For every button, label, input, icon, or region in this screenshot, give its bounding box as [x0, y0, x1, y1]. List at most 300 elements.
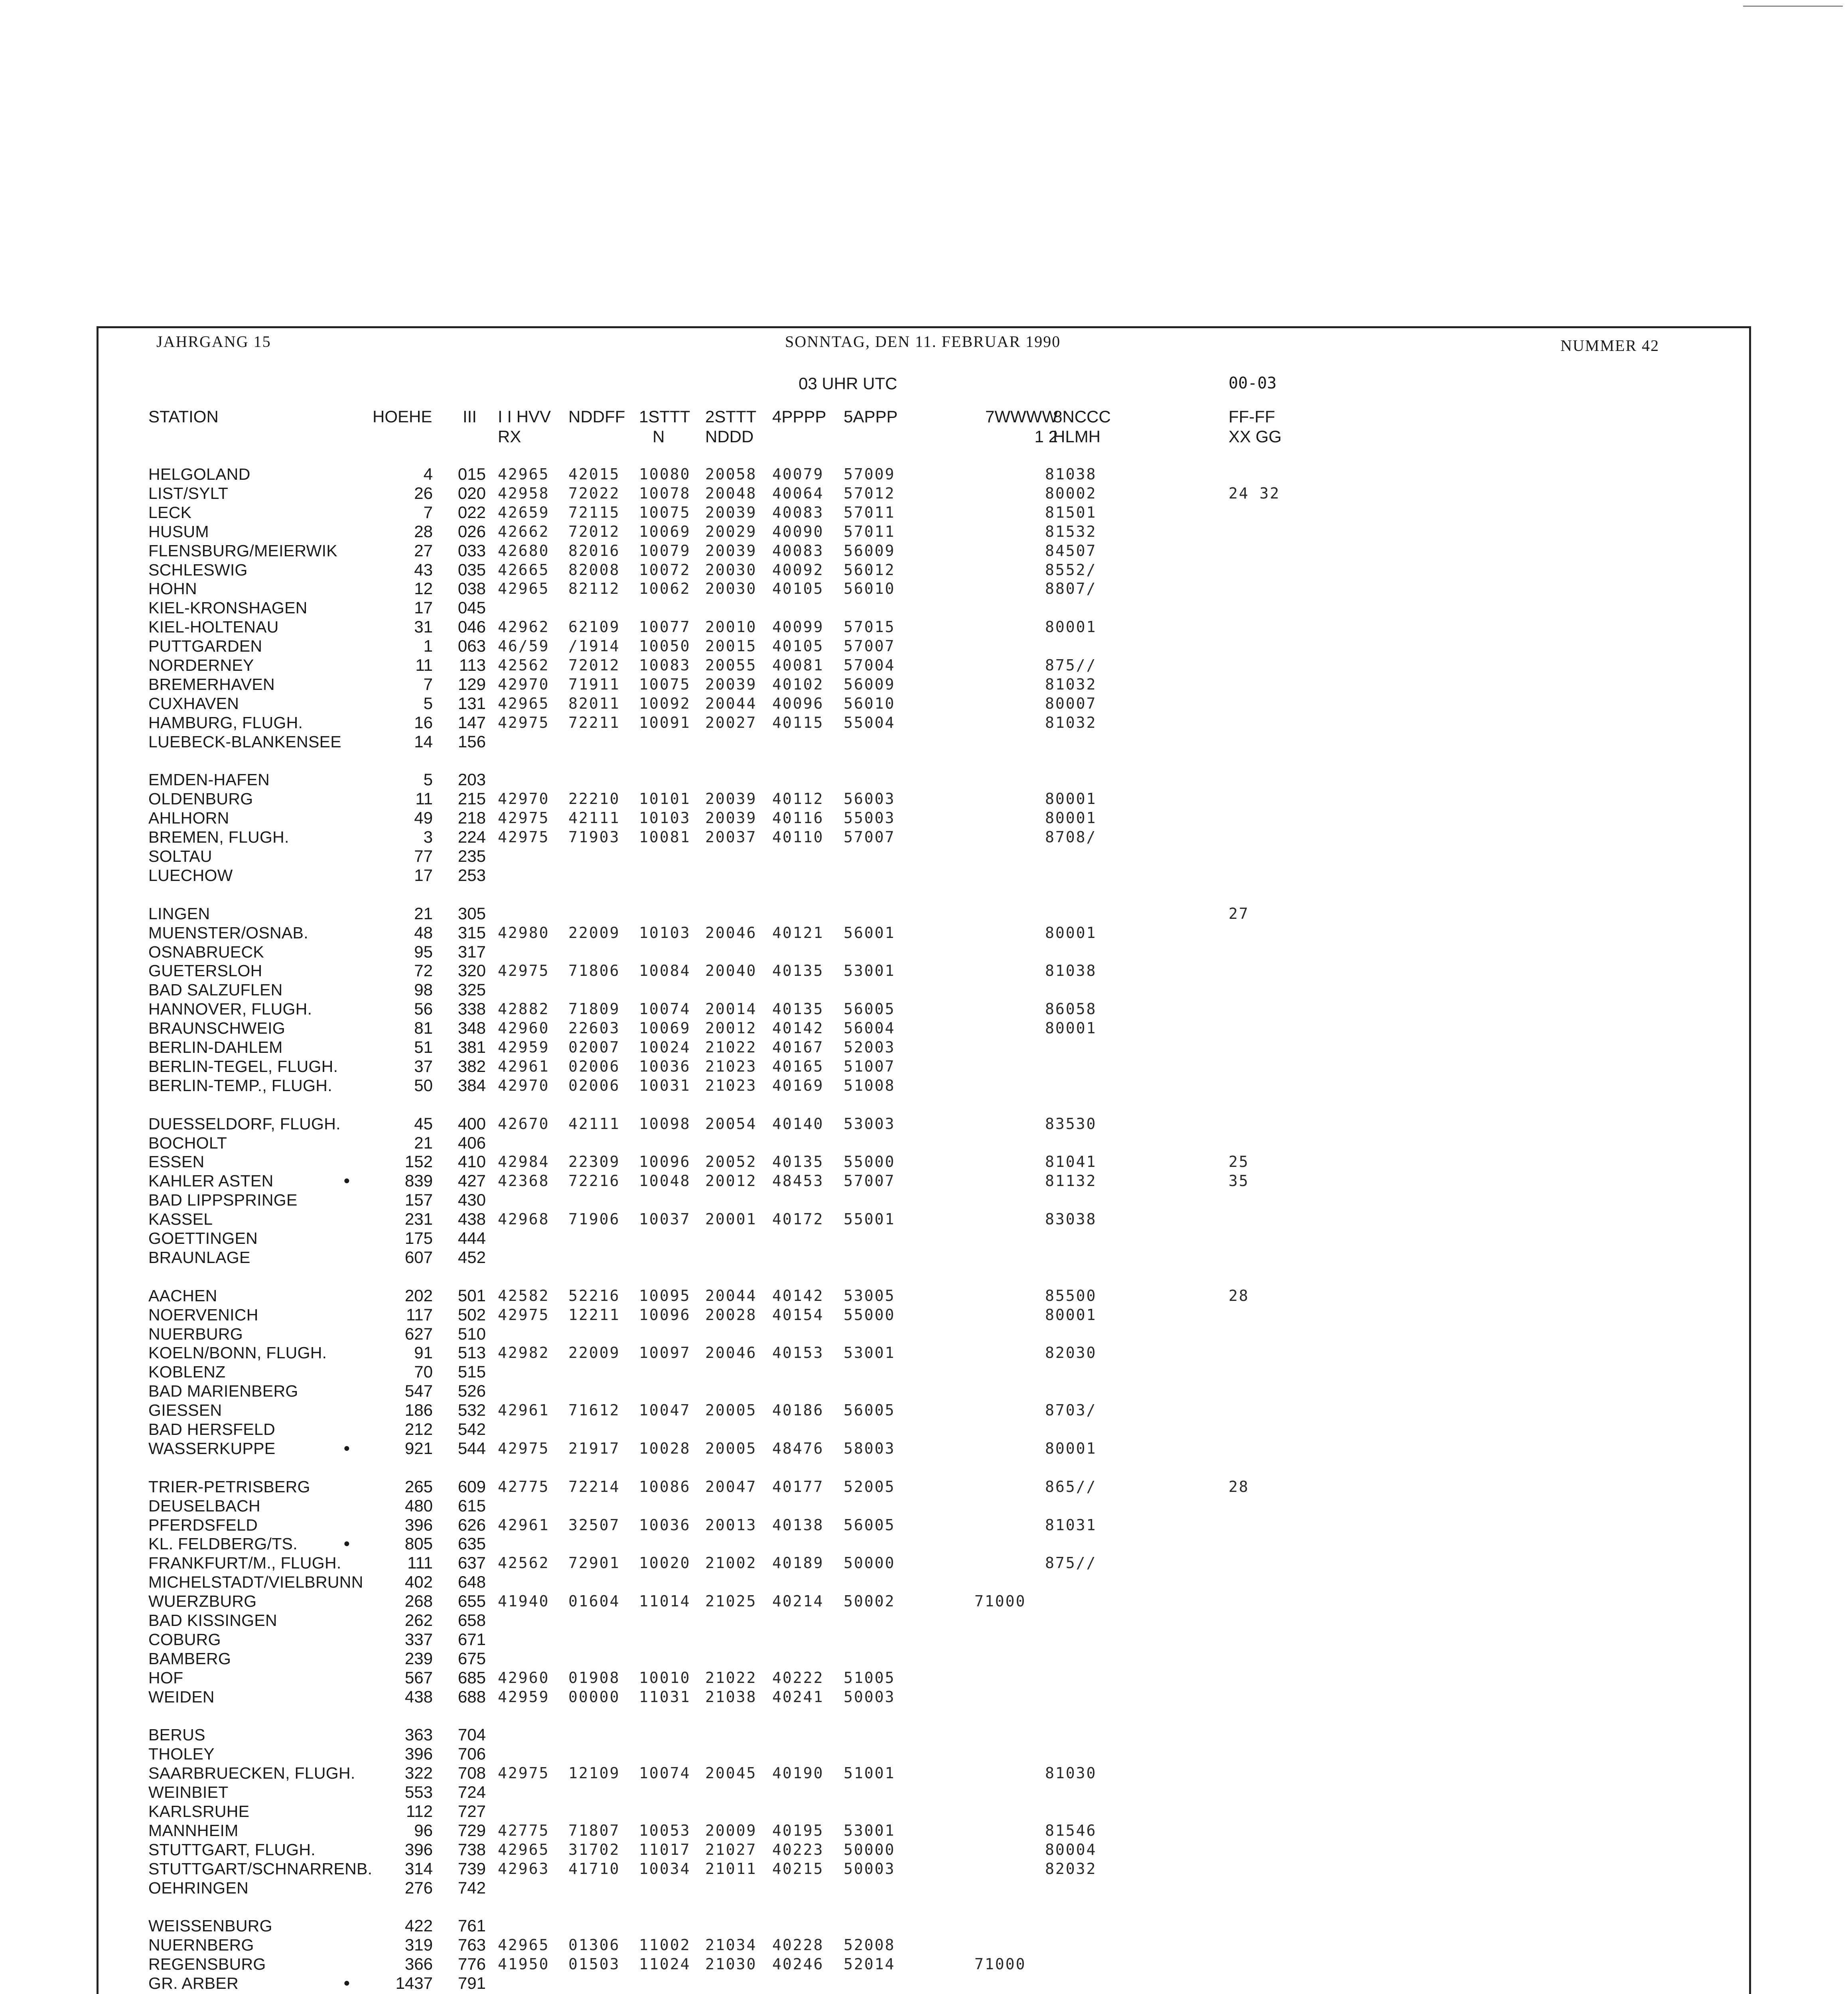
station-height: 81 [414, 1019, 433, 1037]
station-row [0, 1210, 1848, 1229]
col-ff-ff: FF-FF XX GG [1229, 407, 1282, 446]
gust-value: 28 [1229, 1478, 1249, 1496]
station-name: HANNOVER, FLUGH. [148, 1000, 312, 1018]
synop-group: 40228 [772, 1936, 824, 1954]
synop-group: 82112 [568, 580, 620, 597]
station-name: PUTTGARDEN [148, 637, 262, 655]
synop-group: 42970 [498, 1077, 550, 1094]
station-id: 224 [458, 828, 486, 846]
station-row [0, 541, 1848, 560]
synop-group: 10080 [639, 465, 691, 483]
station-id: 515 [458, 1362, 486, 1381]
synop-group: 51005 [844, 1669, 895, 1687]
bulletin-number: NUMMER 42 [1560, 337, 1660, 355]
synop-group: 42968 [498, 1210, 550, 1228]
station-id: 015 [458, 465, 486, 483]
synop-group: 42984 [498, 1153, 550, 1170]
synop-group: 21022 [705, 1669, 757, 1687]
cloud-group: 80001 [1045, 924, 1097, 942]
synop-group: 10037 [639, 1210, 691, 1228]
station-height: 28 [414, 522, 433, 541]
station-row [0, 1076, 1848, 1095]
observation-time: 03 UHR UTC [799, 374, 897, 393]
ff-period: 00-03 [1229, 374, 1277, 392]
synop-group: 82008 [568, 561, 620, 579]
station-row [0, 656, 1848, 675]
synop-group: 40081 [772, 656, 824, 674]
synop-group: 55003 [844, 809, 895, 827]
station-name: KIEL-KRONSHAGEN [148, 599, 308, 617]
cloud-group: 81032 [1045, 714, 1097, 731]
synop-group: 22210 [568, 790, 620, 808]
synop-group: 11031 [639, 1688, 691, 1706]
station-row [0, 1038, 1848, 1057]
synop-group: 56012 [844, 561, 895, 579]
station-id: 761 [458, 1916, 486, 1935]
station-height: 276 [404, 1878, 433, 1897]
synop-group: 40223 [772, 1841, 824, 1858]
station-name: LIST/SYLT [148, 484, 229, 502]
station-row [0, 1381, 1848, 1401]
station-id: 381 [458, 1038, 486, 1056]
synop-group: 11002 [639, 1936, 691, 1954]
synop-group: 20012 [705, 1019, 757, 1037]
synop-group: 10091 [639, 714, 691, 731]
station-row [0, 999, 1848, 1019]
station-name: SAARBRUECKEN, FLUGH. [148, 1764, 355, 1782]
station-id: 215 [458, 789, 486, 808]
synop-group: 21002 [705, 1554, 757, 1572]
jahrgang-label: JAHRGANG 15 [156, 333, 271, 351]
station-name: BAD KISSINGEN [148, 1611, 277, 1629]
station-name: STUTTGART/SCHNARRENB. [148, 1860, 373, 1878]
station-name: NORDERNEY [148, 656, 254, 674]
synop-group: 56001 [844, 924, 895, 942]
station-id: 704 [458, 1725, 486, 1744]
station-id: 626 [458, 1515, 486, 1534]
station-id: 338 [458, 999, 486, 1018]
synop-group: 40105 [772, 637, 824, 655]
station-name: FLENSBURG/MEIERWIK [148, 542, 337, 560]
station-height: 98 [414, 980, 433, 999]
col-8nccc: 8NCCC HLMH [1053, 407, 1111, 446]
station-height: 77 [414, 847, 433, 865]
synop-group: 72901 [568, 1554, 620, 1572]
cloud-group: 84507 [1045, 542, 1097, 560]
station-id: 791 [458, 1974, 486, 1992]
station-name: GOETTINGEN [148, 1229, 258, 1247]
station-row [0, 1955, 1848, 1974]
synop-group: 10047 [639, 1401, 691, 1419]
station-height: 95 [414, 942, 433, 961]
gust-value: 28 [1229, 1287, 1249, 1304]
station-row [0, 1133, 1848, 1153]
synop-group: 10086 [639, 1478, 691, 1496]
synop-group: 10084 [639, 962, 691, 979]
station-height: 567 [404, 1668, 433, 1687]
synop-group: 20039 [705, 504, 757, 521]
station-id: 038 [458, 579, 486, 598]
synop-group: 57007 [844, 828, 895, 846]
station-name: GIESSEN [148, 1401, 222, 1419]
station-height: 265 [404, 1477, 433, 1496]
synop-group: 22009 [568, 1344, 620, 1362]
station-name: LUECHOW [148, 866, 233, 885]
synop-group: 71807 [568, 1822, 620, 1839]
station-id: 253 [458, 866, 486, 885]
station-name: BERUS [148, 1726, 205, 1744]
synop-group: 10069 [639, 523, 691, 540]
synop-group: 58003 [844, 1440, 895, 1457]
station-name: GR. ARBER [148, 1974, 239, 1992]
station-row [0, 732, 1848, 751]
station-id: 658 [458, 1611, 486, 1629]
station-height: 91 [414, 1343, 433, 1362]
cloud-group: 81532 [1045, 523, 1097, 540]
synop-group: 21030 [705, 1955, 757, 1973]
synop-group: 42680 [498, 542, 550, 560]
synop-group: 42582 [498, 1287, 550, 1304]
synop-group: 52216 [568, 1287, 620, 1304]
station-row [0, 1190, 1848, 1210]
station-id: 317 [458, 942, 486, 961]
synop-group: 10010 [639, 1669, 691, 1687]
synop-group: 20058 [705, 465, 757, 483]
synop-group: 40138 [772, 1516, 824, 1534]
station-id: 320 [458, 961, 486, 980]
synop-group: 50000 [844, 1841, 895, 1858]
station-id: 742 [458, 1878, 486, 1897]
cloud-group: 80004 [1045, 1841, 1097, 1858]
station-height: 72 [414, 961, 433, 980]
synop-group: 10074 [639, 1000, 691, 1018]
col-iii: III [463, 407, 477, 426]
synop-group: 57011 [844, 504, 895, 521]
station-row [0, 503, 1848, 522]
synop-group: 10096 [639, 1306, 691, 1324]
synop-group: 40186 [772, 1401, 824, 1419]
synop-group: 10077 [639, 618, 691, 636]
synop-group: 21038 [705, 1688, 757, 1706]
station-row [0, 1324, 1848, 1344]
station-row [0, 1515, 1848, 1535]
synop-group: 57011 [844, 523, 895, 540]
station-id: 501 [458, 1286, 486, 1305]
station-row [0, 1611, 1848, 1630]
station-name: FRANKFURT/M., FLUGH. [148, 1554, 341, 1572]
station-name: AACHEN [148, 1287, 217, 1305]
synop-group: 51001 [844, 1764, 895, 1782]
synop-group: 57012 [844, 485, 895, 502]
col-hoehe: HOEHE [373, 407, 432, 426]
station-row [0, 904, 1848, 923]
synop-group: 56003 [844, 790, 895, 808]
synop-group: 46/59 [498, 637, 550, 655]
synop-group: 20030 [705, 580, 757, 597]
station-name: KARLSRUHE [148, 1802, 250, 1821]
synop-group: 40079 [772, 465, 824, 483]
station-row [0, 636, 1848, 656]
station-row [0, 1439, 1848, 1458]
station-height: 11 [415, 656, 433, 674]
station-name: KAHLER ASTEN [148, 1172, 274, 1190]
station-height: 21 [414, 1133, 433, 1152]
synop-group: 21027 [705, 1841, 757, 1858]
station-row [0, 1114, 1848, 1133]
station-height: 396 [404, 1515, 433, 1534]
station-name: BAD SALZUFLEN [148, 981, 283, 999]
station-name: HELGOLAND [148, 465, 250, 483]
cloud-group: 82030 [1045, 1344, 1097, 1362]
station-row [0, 1630, 1848, 1649]
synop-group: 71612 [568, 1401, 620, 1419]
cloud-group: 86058 [1045, 1000, 1097, 1018]
station-id: 739 [458, 1859, 486, 1878]
station-name: BERLIN-TEGEL, FLUGH. [148, 1057, 338, 1076]
synop-group: 40142 [772, 1287, 824, 1304]
synop-group: 10050 [639, 637, 691, 655]
synop-group: 71809 [568, 1000, 620, 1018]
col-2sttt: 2STTT NDDD [705, 407, 757, 446]
station-height: 186 [404, 1401, 433, 1419]
station-id: 738 [458, 1840, 486, 1859]
station-row [0, 980, 1848, 999]
synop-group: 42975 [498, 962, 550, 979]
station-name: WUERZBURG [148, 1592, 257, 1610]
station-name: BAD LIPPSPRINGE [148, 1191, 298, 1209]
station-height: 3 [423, 828, 433, 846]
synop-group: 21023 [705, 1077, 757, 1094]
station-row [0, 1171, 1848, 1190]
station-name: LUEBECK-BLANKENSEE [148, 733, 341, 751]
station-row [0, 1248, 1848, 1267]
station-name: BRAUNSCHWEIG [148, 1019, 286, 1037]
station-id: 724 [458, 1783, 486, 1801]
station-name: WEIDEN [148, 1688, 215, 1706]
synop-group: 20029 [705, 523, 757, 540]
synop-group: 40083 [772, 542, 824, 560]
station-row [0, 1763, 1848, 1783]
synop-group: 20009 [705, 1822, 757, 1839]
synop-group: 10075 [639, 676, 691, 693]
synop-group: 40214 [772, 1592, 824, 1610]
station-id: 675 [458, 1649, 486, 1668]
station-height: 239 [404, 1649, 433, 1668]
station-id: 763 [458, 1935, 486, 1954]
station-id: 671 [458, 1630, 486, 1649]
synop-group: 20044 [705, 1287, 757, 1304]
synop-group: 56010 [844, 580, 895, 597]
synop-group: 20054 [705, 1115, 757, 1133]
synop-group: 10081 [639, 828, 691, 846]
synop-group: 55004 [844, 714, 895, 731]
synop-group: 40154 [772, 1306, 824, 1324]
synop-group: 53003 [844, 1115, 895, 1133]
synop-group: 42975 [498, 1440, 550, 1457]
station-id: 438 [458, 1210, 486, 1228]
synop-group: 42961 [498, 1401, 550, 1419]
synop-group: 42665 [498, 561, 550, 579]
station-name: WASSERKUPPE [148, 1439, 276, 1458]
station-row [0, 1859, 1848, 1878]
station-row [0, 808, 1848, 828]
synop-group: 20030 [705, 561, 757, 579]
station-row [0, 1343, 1848, 1362]
station-row [0, 1592, 1848, 1611]
station-row [0, 1744, 1848, 1763]
synop-group: 42775 [498, 1478, 550, 1496]
synop-group: 40140 [772, 1115, 824, 1133]
station-id: 063 [458, 636, 486, 655]
station-name: OSNABRUECK [148, 943, 264, 961]
synop-group: 72012 [568, 523, 620, 540]
synop-group: 42975 [498, 1764, 550, 1782]
synop-group: 22603 [568, 1019, 620, 1037]
station-height: 921 [404, 1439, 433, 1458]
synop-group: 71911 [568, 676, 620, 693]
station-id: 400 [458, 1114, 486, 1133]
station-id: 406 [458, 1133, 486, 1152]
synop-group: 53001 [844, 962, 895, 979]
cloud-group: 81038 [1045, 962, 1097, 979]
synop-group: 55000 [844, 1306, 895, 1324]
station-name: KL. FELDBERG/TS. [148, 1535, 298, 1553]
synop-group: 40222 [772, 1669, 824, 1687]
synop-group: 10072 [639, 561, 691, 579]
station-id: 033 [458, 541, 486, 560]
station-id: 410 [458, 1152, 486, 1171]
station-height: 16 [414, 713, 433, 732]
cloud-group: 80001 [1045, 1306, 1097, 1324]
synop-group: 02006 [568, 1058, 620, 1075]
station-id: 035 [458, 560, 486, 579]
synop-group: 50002 [844, 1592, 895, 1610]
synop-group: 10103 [639, 924, 691, 942]
station-name: ESSEN [148, 1153, 205, 1171]
station-id: 708 [458, 1763, 486, 1782]
synop-group: 82016 [568, 542, 620, 560]
synop-group: 10079 [639, 542, 691, 560]
synop-group: 40241 [772, 1688, 824, 1706]
synop-group: 40090 [772, 523, 824, 540]
station-height: 607 [404, 1248, 433, 1267]
synop-group: /1914 [568, 637, 620, 655]
station-id: 510 [458, 1324, 486, 1343]
synop-group: 42960 [498, 1019, 550, 1037]
synop-group: 01908 [568, 1669, 620, 1687]
mountain-station-marker: • [344, 1171, 350, 1190]
synop-group: 20040 [705, 962, 757, 979]
synop-group: 40190 [772, 1764, 824, 1782]
cloud-group: 80001 [1045, 1019, 1097, 1037]
station-row [0, 1935, 1848, 1955]
synop-group: 82011 [568, 695, 620, 712]
synop-group: 42961 [498, 1058, 550, 1075]
mountain-station-marker: • [344, 1439, 350, 1458]
station-name: HAMBURG, FLUGH. [148, 713, 303, 732]
station-height: 422 [404, 1916, 433, 1935]
synop-group: 21011 [705, 1860, 757, 1878]
station-row [0, 961, 1848, 980]
station-height: 157 [404, 1190, 433, 1209]
station-height: 27 [414, 541, 433, 560]
synop-group: 10095 [639, 1287, 691, 1304]
station-name: HOF [148, 1669, 183, 1687]
station-height: 112 [406, 1802, 433, 1821]
station-height: 7 [423, 675, 433, 694]
synop-group: 42562 [498, 1554, 550, 1572]
synop-group: 10053 [639, 1822, 691, 1839]
synop-group: 50003 [844, 1860, 895, 1878]
synop-group: 42982 [498, 1344, 550, 1362]
station-row [0, 560, 1848, 579]
synop-group: 00000 [568, 1688, 620, 1706]
synop-group: 71806 [568, 962, 620, 979]
cloud-group: 81031 [1045, 1516, 1097, 1534]
synop-group: 57015 [844, 618, 895, 636]
cloud-group: 81038 [1045, 465, 1097, 483]
station-name: KOBLENZ [148, 1363, 226, 1381]
synop-group: 20027 [705, 714, 757, 731]
cloud-group: 875// [1045, 656, 1097, 674]
synop-group: 20013 [705, 1516, 757, 1534]
station-id: 706 [458, 1744, 486, 1763]
synop-group: 40169 [772, 1077, 824, 1094]
station-name: MANNHEIM [148, 1821, 239, 1840]
station-id: 384 [458, 1076, 486, 1095]
synop-group: 71903 [568, 828, 620, 846]
synop-group: 42965 [498, 695, 550, 712]
col-ihvv: I I HVV RX [498, 407, 551, 446]
synop-group: 56004 [844, 1019, 895, 1037]
synop-group: 10031 [639, 1077, 691, 1094]
synop-group: 42965 [498, 1841, 550, 1858]
station-name: HUSUM [148, 522, 209, 541]
station-height: 231 [404, 1210, 433, 1228]
synop-group: 72211 [568, 714, 620, 731]
synop-group: 20012 [705, 1172, 757, 1190]
station-height: 4 [423, 465, 433, 483]
synop-group: 57007 [844, 637, 895, 655]
station-height: 5 [423, 694, 433, 713]
synop-group: 57007 [844, 1172, 895, 1190]
station-row [0, 579, 1848, 598]
synop-group: 21023 [705, 1058, 757, 1075]
synop-group: 72022 [568, 485, 620, 502]
station-height: 43 [414, 560, 433, 579]
synop-group: 40142 [772, 1019, 824, 1037]
station-id: 203 [458, 770, 486, 789]
station-id: 444 [458, 1229, 486, 1247]
station-height: 212 [404, 1420, 433, 1438]
synop-group: 11017 [639, 1841, 691, 1858]
synop-group: 55001 [844, 1210, 895, 1228]
station-row [0, 828, 1848, 847]
synop-group: 40110 [772, 828, 824, 846]
synop-group: 52008 [844, 1936, 895, 1954]
station-row [0, 1649, 1848, 1668]
station-name: OLDENBURG [148, 790, 253, 808]
synop-group: 42965 [498, 580, 550, 597]
station-name: GUETERSLOH [148, 962, 262, 980]
synop-group: 42368 [498, 1172, 550, 1190]
station-height: 627 [404, 1324, 433, 1343]
station-name: HOHN [148, 579, 197, 598]
synop-group: 40096 [772, 695, 824, 712]
station-row [0, 694, 1848, 713]
synop-group: 02006 [568, 1077, 620, 1094]
station-id: 147 [458, 713, 486, 732]
